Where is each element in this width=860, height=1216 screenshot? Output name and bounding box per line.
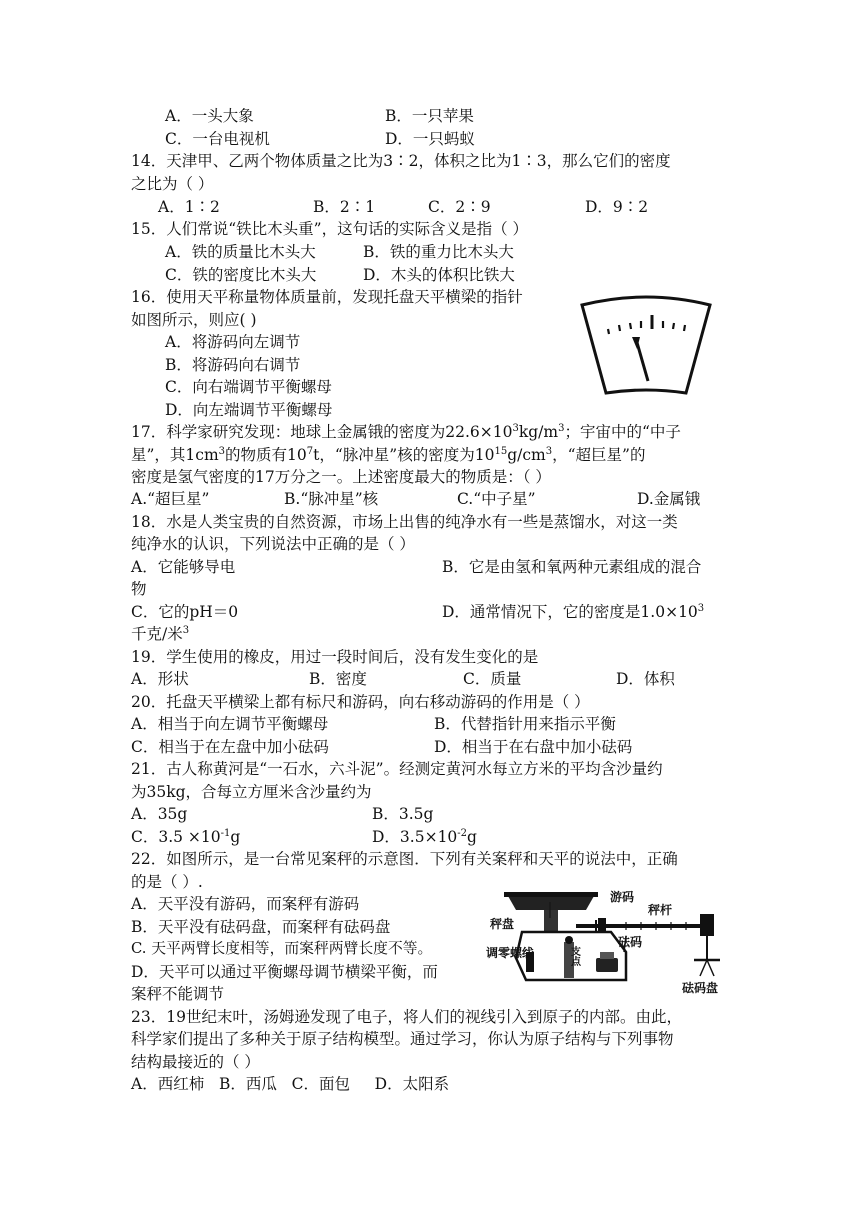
q23-options: A．西红柿 B．西瓜 C．面包 D．太阳系 <box>131 1075 450 1093</box>
q17-option-c: C.“中子星” <box>457 490 536 508</box>
q20-option-b: B．代替指针用来指示平衡 <box>434 715 616 733</box>
q15-option-a: A．铁的质量比木头大 <box>165 243 316 261</box>
balance-pointer-figure <box>580 293 712 397</box>
label-pivot: 支点 <box>568 946 580 966</box>
q14-option-a: A．1∶2 <box>158 198 220 216</box>
q16-stem-line1: 16．使用天平称量物体质量前，发现托盘天平横梁的指针 <box>131 288 523 306</box>
label-pan: 秤盘 <box>490 917 515 931</box>
q21-stem-line2: 为35kg，合每立方厘米含沙量约为 <box>131 783 372 801</box>
q20-stem: 20．托盘天平横梁上都有标尺和游码，向右移动游码的作用是（ ） <box>131 693 590 711</box>
q17-stem-line2: 星”，其$1cm^3$的物质有$10^7t$，“脉冲星”核的密度为$10^{15}g/cm^3$，“超巨星”的 <box>131 446 646 464</box>
q21-stem-line1: 21．古人称黄河是“一石水，六斗泥”。经测定黄河水每立方米的平均含沙量约 <box>131 760 663 778</box>
q19-option-c: C．质量 <box>463 670 522 688</box>
label-weight: 砝码 <box>618 935 643 949</box>
q19-stem: 19．学生使用的橡皮，用过一段时间后，没有发生变化的是 <box>131 648 539 666</box>
q20-option-c: C．相当于在左盘中加小砝码 <box>131 738 329 756</box>
q17-option-d: D.金属锇 <box>637 490 701 508</box>
label-beam: 秤杆 <box>648 903 673 917</box>
q22-option-d-cont: 案秤不能调节 <box>131 985 225 1003</box>
q19-option-a: A．形状 <box>131 670 189 688</box>
q13-option-b: B．一只苹果 <box>385 107 474 125</box>
q13-option-a: A．一头大象 <box>165 107 254 125</box>
q14-option-b: B．2∶1 <box>313 198 376 216</box>
q17-stem-line1: 17．科学家研究发现：地球上金属锇的密度为$22.6\times 10^3kg/m^3$；宇宙中的“中子 <box>131 423 681 441</box>
q16-stem-line2: 如图所示，则应( ) <box>131 311 257 329</box>
q16-option-d: D．向左端调节平衡螺母 <box>165 401 333 419</box>
q22-stem-line1: 22．如图所示，是一台常见案秤的示意图．下列有关案秤和天平的说法中，正确 <box>131 850 678 868</box>
q19-option-d: D．体积 <box>616 670 675 688</box>
platform-scale-figure <box>486 884 730 996</box>
label-weight-pan: 砝码盘 <box>682 981 719 995</box>
q17-option-b: B.“脉冲星”核 <box>284 490 379 508</box>
q22-option-b: B．天平没有砝码盘，而案秤有砝码盘 <box>131 918 391 936</box>
q18-option-b-cont: 物 <box>131 580 147 598</box>
q15-option-d: D．木头的体积比铁大 <box>363 266 515 284</box>
q18-option-a: A．它能够导电 <box>131 558 236 576</box>
label-rider: 游码 <box>610 890 635 904</box>
q21-option-a: A．35g <box>131 805 188 823</box>
q22-option-a: A．天平没有游码，而案秤有游码 <box>131 895 360 913</box>
q18-stem-line1: 18．水是人类宝贵的自然资源，市场上出售的纯净水有一些是蒸馏水，对这一类 <box>131 513 678 531</box>
label-zero-screw: 调零螺线 <box>486 946 535 960</box>
q15-stem: 15．人们常说“铁比木头重”，这句话的实际含义是指（ ） <box>131 220 529 238</box>
q22-option-c: C. 天平两臂长度相等，而案秤两臂长度不等。 <box>131 940 433 957</box>
q23-stem-line3: 结构最接近的（ ） <box>131 1053 260 1071</box>
q16-option-c: C．向右端调节平衡螺母 <box>165 378 332 396</box>
q23-stem-line2: 科学家们提出了多种关于原子结构模型。通过学习，你认为原子结构与下列事物 <box>131 1030 674 1048</box>
q16-option-b: B．将游码向右调节 <box>165 356 301 374</box>
q14-stem-line2: 之比为（ ） <box>131 175 214 193</box>
q22-option-d: D．天平可以通过平衡螺母调节横梁平衡，而 <box>131 963 438 981</box>
q17-option-a: A.“超巨星” <box>131 490 210 508</box>
q16-option-a: A．将游码向左调节 <box>165 333 301 351</box>
q20-option-a: A．相当于向左调节平衡螺母 <box>131 715 329 733</box>
q18-option-b: B．它是由氢和氧两种元素组成的混合 <box>442 558 702 576</box>
q22-stem-line2: 的是（ ）. <box>131 873 203 891</box>
q13-option-d: D．一只蚂蚁 <box>385 130 475 148</box>
q20-option-d: D．相当于在右盘中加小砝码 <box>434 738 633 756</box>
q21-option-b: B．3.5g <box>372 805 434 823</box>
q21-option-c: C．$3.5 \times 10^{-1}g$ <box>131 828 241 846</box>
q15-option-b: B．铁的重力比木头大 <box>363 243 514 261</box>
q23-stem-line1: 23．19世纪末叶，汤姆逊发现了电子，将人们的视线引入到原子的内部。由此， <box>131 1008 682 1026</box>
q21-option-d: D．$3.5\times 10^{-2}g$ <box>372 828 477 846</box>
q19-option-b: B．密度 <box>309 670 367 688</box>
q18-option-c: C．它的pH＝0 <box>131 603 239 621</box>
q18-option-d-cont: 千克/米$^3$ <box>131 625 190 643</box>
q14-option-d: D．9∶2 <box>585 198 649 216</box>
q13-option-c: C．一台电视机 <box>165 130 270 148</box>
q15-option-c: C．铁的密度比木头大 <box>165 266 317 284</box>
q18-option-d: D．通常情况下，它的密度是$1.0\times 10^3$ <box>442 603 705 621</box>
q17-stem-line3: 密度是氢气密度的17万分之一。上述密度最大的物质是：（ ） <box>131 468 551 486</box>
q14-stem-line1: 14．天津甲、乙两个物体质量之比为3∶2，体积之比为1∶3，那么它们的密度 <box>131 152 671 170</box>
q14-option-c: C．2∶9 <box>428 198 491 216</box>
q18-stem-line2: 纯净水的认识，下列说法中正确的是（ ） <box>131 535 415 553</box>
